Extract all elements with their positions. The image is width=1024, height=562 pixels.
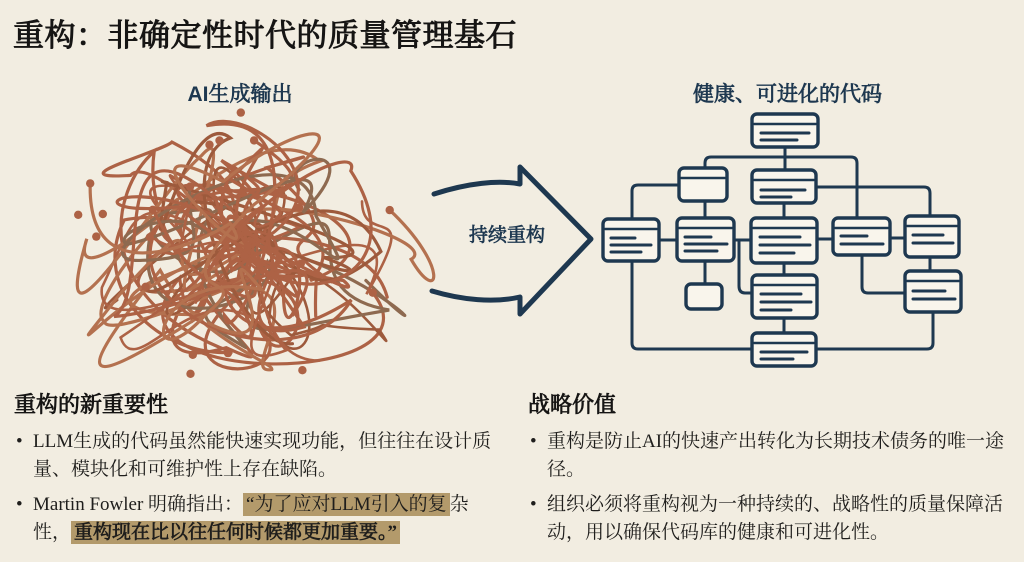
bullet-tech-debt xyxy=(528,428,1006,484)
continuous-refactoring-label: 持续重构 xyxy=(468,225,545,246)
right-bullet-list xyxy=(528,428,1006,547)
bullet-martin-fowler-quote xyxy=(14,491,492,547)
section-refactoring-importance xyxy=(14,388,492,554)
quote-highlight-1: “为了应对LLM引入的复 xyxy=(243,493,450,516)
linked-boxes-diagram-icon xyxy=(603,114,961,366)
quote-middle: 杂性， xyxy=(33,494,469,544)
bullet-text: 重构是防止AI的快速产出转化为长期技术债务的唯一途径。 xyxy=(547,431,1005,481)
bottom-text-columns xyxy=(14,388,1010,554)
left-bullet-list xyxy=(14,428,492,547)
section-strategic-value xyxy=(528,388,1006,554)
right-section-heading: 战略价值 xyxy=(528,392,617,417)
bullet-llm-code-flaws xyxy=(14,428,492,484)
quote-prefix: Martin Fowler 明确指出： xyxy=(33,494,244,516)
bullet-text: LLM生成的代码虽然能快速实现功能，但往往在设计质量、模块化和可维护性上存在缺陷。 xyxy=(33,431,492,481)
ai-output-label: AI生成输出 xyxy=(187,83,293,106)
tangled-scribble-icon xyxy=(74,108,434,378)
bullet-quality-assurance xyxy=(528,491,1006,547)
page-title: 重构：非确定性时代的质量管理基石 xyxy=(13,18,517,53)
healthy-code-label: 健康、可进化的代码 xyxy=(693,83,882,106)
left-section-heading: 重构的新重要性 xyxy=(14,392,169,417)
quote-highlight-2: 重构现在比以往任何时候都更加重要。” xyxy=(71,521,400,544)
bullet-text: 组织必须将重构视为一种持续的、战略性的质量保障活动，用以确保代码库的健康和可进化性。 xyxy=(547,494,1004,544)
